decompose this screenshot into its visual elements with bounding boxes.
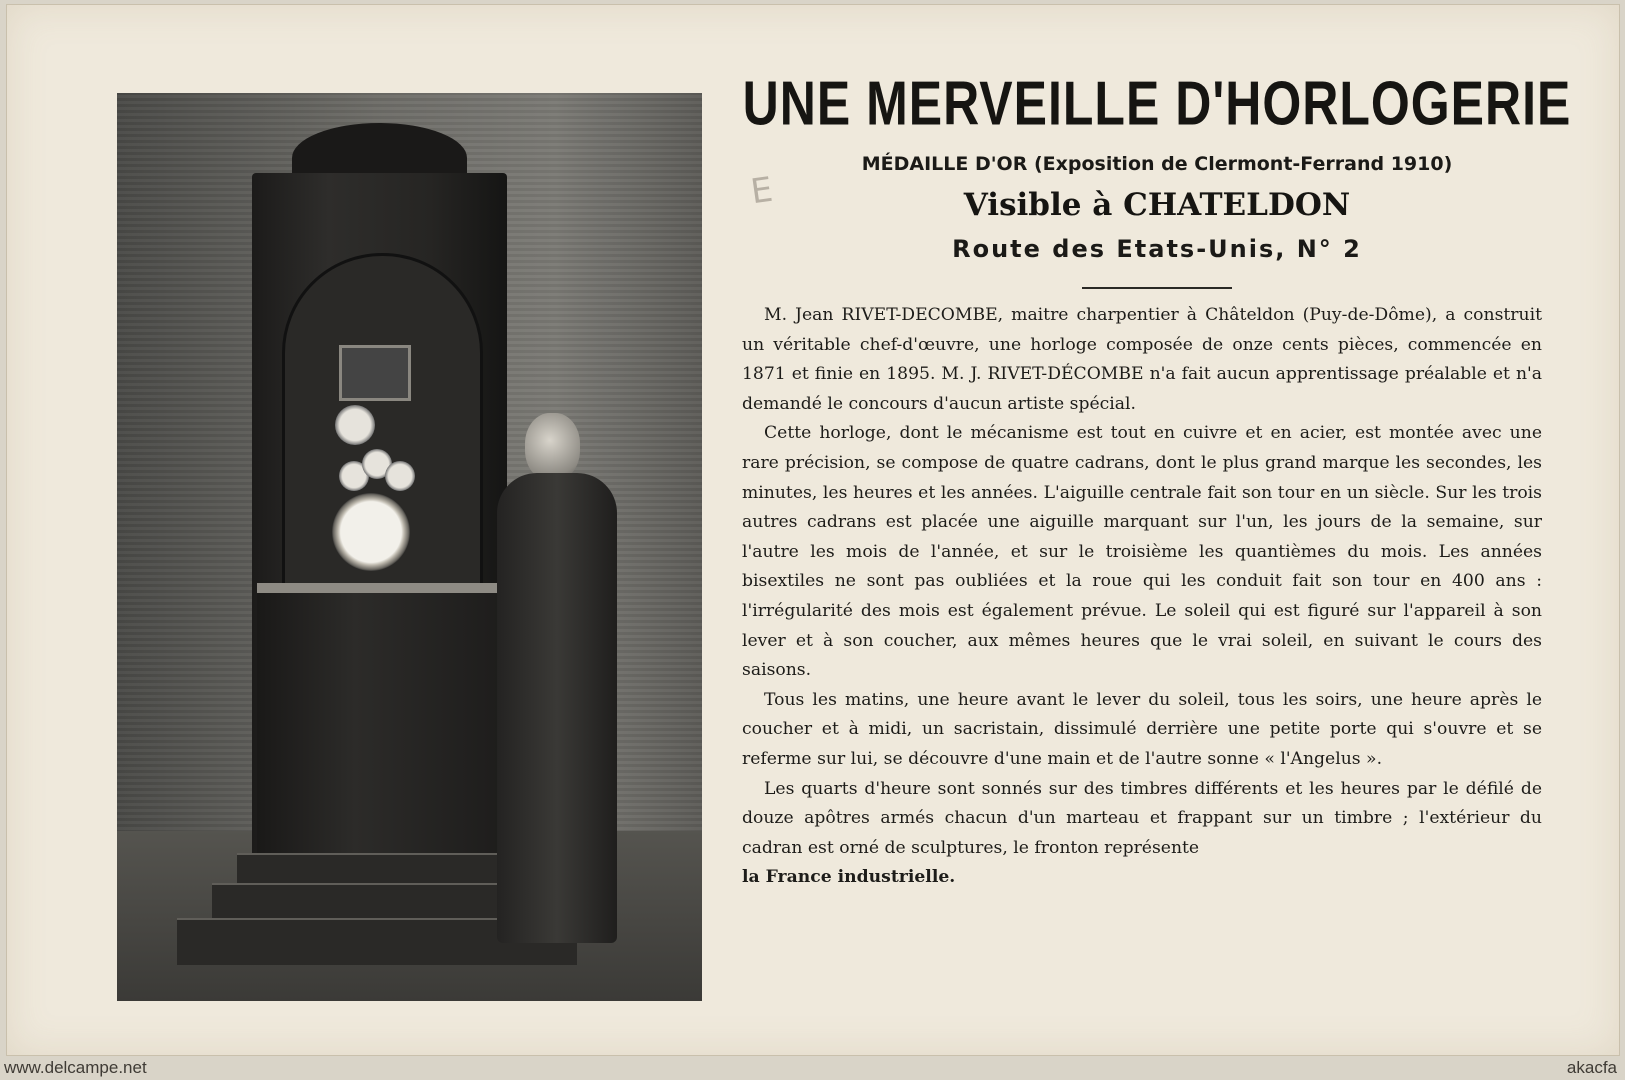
clock-ledge bbox=[257, 583, 502, 593]
pencil-mark: E bbox=[748, 169, 776, 213]
postcard-title: UNE MERVEILLE D'HORLOGERIE bbox=[742, 68, 1572, 139]
clock-window bbox=[339, 345, 411, 401]
clock-dial-small bbox=[335, 405, 375, 445]
man-body bbox=[497, 473, 617, 943]
watermark-left: www.delcampe.net bbox=[4, 1058, 147, 1077]
paragraph: M. Jean RIVET-DECOMBE, maitre charpentier à Châteldon (Puy-de-Dôme), a construit un véritable chef-d'œuvre, une horloge composée de onze cents pièces, commencée en 1871 et finie en 1895. M. J. RIVET-DÉCOMBE n'a fait aucun apprentissage préalable et n'a demandé le concours d'aucun artiste spécial. bbox=[742, 305, 1542, 414]
closing-line: la France industrielle. bbox=[742, 867, 956, 888]
paragraph: Tous les matins, une heure avant le lever du soleil, tous les soirs, une heure après le coucher et à midi, un sacristain, dissimulé derrière une petite porte qui s'ouvre et se referme sur lui, se découvre d'une main et de l'autre sonne « l'Angelus ». bbox=[742, 689, 1542, 769]
description-text bbox=[742, 301, 1542, 893]
clock-dial-small bbox=[385, 461, 415, 491]
postcard bbox=[6, 4, 1620, 1056]
clock-lower-case bbox=[257, 593, 502, 853]
clock-step bbox=[237, 853, 522, 885]
man-figure bbox=[487, 413, 627, 943]
man-head bbox=[525, 413, 580, 481]
medal-subtitle: MÉDAILLE D'OR (Exposition de Clermont-Ferrand 1910) bbox=[861, 153, 1453, 175]
paragraph: Les quarts d'heure sont sonnés sur des timbres différents et les heures par le défilé de douze apôtres armés chacun d'un marteau et frappant sur un timbre ; l'extérieur du cadran est orné de sculptures, le fronton représente bbox=[742, 778, 1542, 858]
address-subtitle: Route des Etats-Unis, N° 2 bbox=[952, 235, 1362, 263]
clock-photograph bbox=[117, 93, 702, 1001]
location-subtitle: Visible à CHATELDON bbox=[963, 187, 1351, 223]
watermark-right: akacfa bbox=[1566, 1058, 1617, 1077]
clock-dial-main bbox=[332, 493, 410, 571]
divider-rule bbox=[1082, 287, 1232, 289]
paragraph: Cette horloge, dont le mécanisme est tout en cuivre et en acier, est montée avec une rare précision, se compose de quatre cadrans, dont le plus grand marque les secondes, les minutes, les heures et les années. L'aiguille centrale fait son tour en un siècle. Sur les trois autres cadrans est placée une aiguille marquant sur l'un, les jours de la semaine, sur l'autre les mois de l'année, et sur le troisième les quantièmes du mois. Les années bisextiles ne sont pas oubliées et la roue qui les conduit fait son tour en 400 ans : l'irrégularité des mois est également prévue. Le soleil qui est figuré sur l'appareil à son lever et à son coucher, aux mêmes heures que le vrai soleil, en suivant le cours des saisons. bbox=[742, 423, 1542, 681]
